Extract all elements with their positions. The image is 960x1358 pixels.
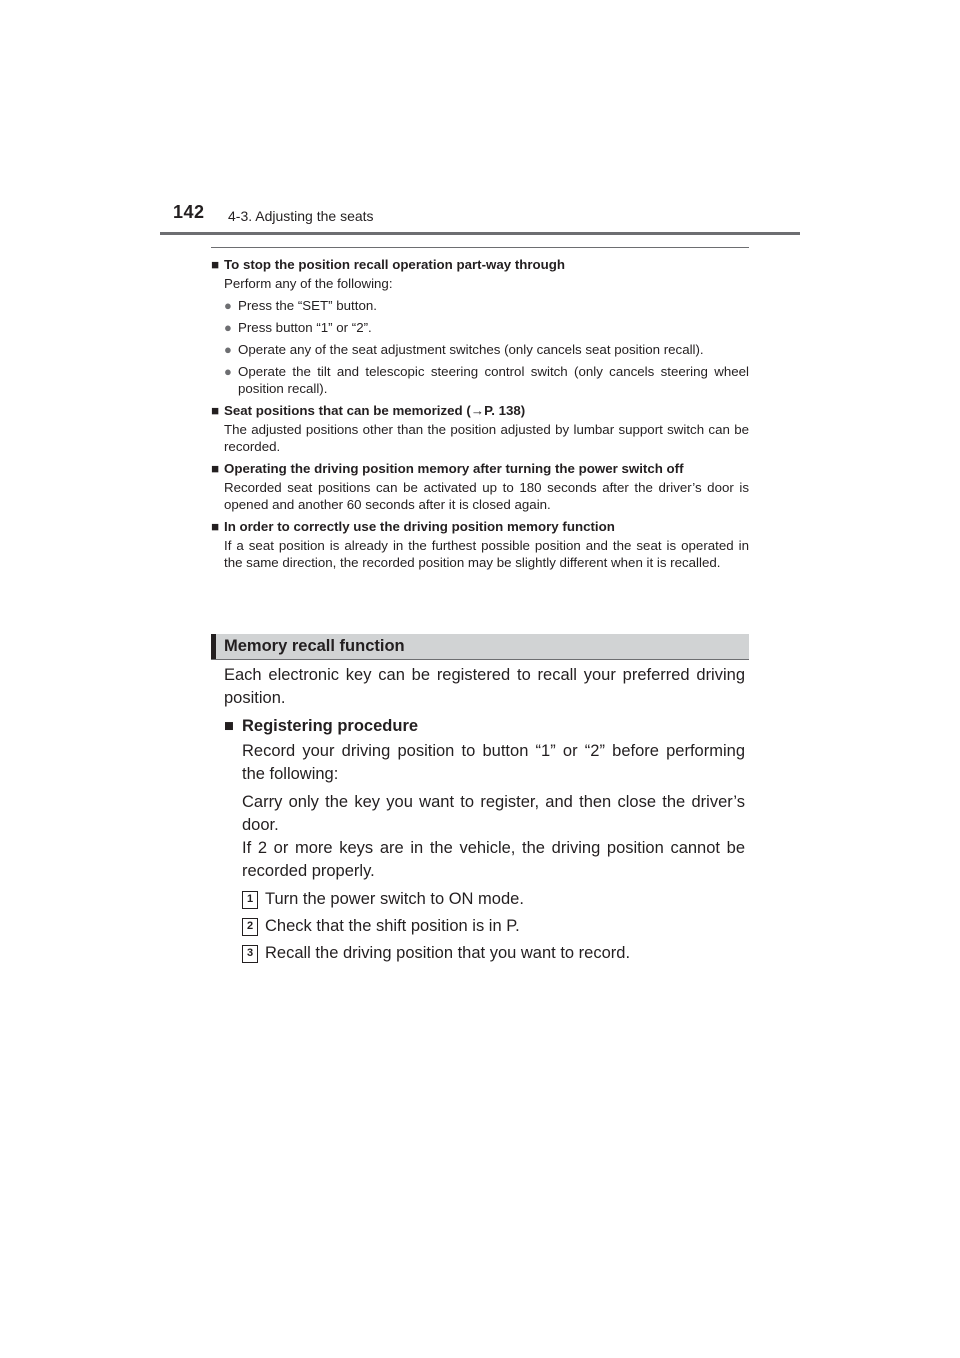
page-number: 142: [173, 202, 205, 222]
step-text: Recall the driving position that you want to record.: [265, 944, 631, 962]
circle-bullet-icon: ●: [224, 364, 232, 379]
square-bullet-icon: ■: [211, 257, 220, 272]
square-bullet-icon: ■: [211, 403, 220, 418]
note-seat-positions: [211, 402, 749, 455]
list-item: ● Operate the tilt and telescopic steering control switch (only cancels steering wheel position recall).: [224, 364, 749, 396]
section-banner: [211, 634, 749, 660]
list-item: ● Operate any of the seat adjustment switches (only cancels seat position recall).: [224, 342, 704, 357]
header-rule: [160, 232, 800, 235]
circle-bullet-icon: ●: [224, 342, 232, 357]
paragraph: Carry only the key you want to register, and then close the driver’s door.: [242, 793, 745, 834]
step-number-badge: 1: [242, 891, 258, 909]
note-body: Perform any of the following:: [224, 276, 393, 291]
sub-heading: Registering procedure: [242, 717, 419, 735]
note-heading: To stop the position recall operation part-way through: [224, 257, 566, 272]
note-body: If a seat position is already in the furthest possible position and the seat is operated in the same direction, the recorded position may be slightly different when it is recalled.: [224, 538, 749, 570]
step-item: [242, 915, 745, 938]
banner-accent-bar: [211, 634, 216, 659]
square-bullet-icon: ■: [224, 717, 234, 735]
note-heading: Seat positions that can be memorized (→P. 138): [224, 403, 526, 418]
step-item: [242, 942, 745, 965]
paragraph: Record your driving position to button “1” or “2” before performing the following:: [242, 742, 745, 783]
step-text: Turn the power switch to ON mode.: [265, 890, 524, 908]
main-content: [224, 664, 745, 969]
note-heading: Operating the driving position memory after turning the power switch off: [224, 461, 684, 476]
circle-bullet-icon: ●: [224, 320, 232, 335]
content-rule: [211, 247, 749, 248]
square-bullet-icon: ■: [211, 461, 220, 476]
procedure-block: [224, 740, 745, 965]
step-item: [242, 888, 745, 911]
note-correct-use: [211, 518, 749, 571]
step-list: [242, 888, 745, 965]
square-bullet-icon: ■: [211, 519, 220, 534]
step-number-badge: 2: [242, 918, 258, 936]
note-power-off: [211, 460, 749, 513]
step-number-badge: 3: [242, 945, 258, 963]
circle-bullet-icon: ●: [224, 298, 232, 313]
paragraph: If 2 or more keys are in the vehicle, the driving position cannot be recorded properly.: [242, 839, 745, 880]
list-item: ● Press the “SET” button.: [224, 298, 377, 313]
note-stop-recall: [211, 256, 749, 397]
note-body: The adjusted positions other than the position adjusted by lumbar support switch can be recorded.: [224, 422, 749, 454]
section-reference: 4-3. Adjusting the seats: [228, 208, 374, 224]
list-item: ● Press button “1” or “2”.: [224, 320, 372, 335]
note-body: Recorded seat positions can be activated up to 180 seconds after the driver’s door is opened and another 60 seconds after it is closed again.: [224, 480, 749, 512]
step-text: Check that the shift position is in P.: [265, 917, 520, 935]
section-title: Memory recall function: [224, 637, 405, 655]
notes-block: [211, 256, 749, 576]
intro-paragraph: Each electronic key can be registered to recall your preferred driving position.: [224, 666, 745, 707]
note-heading: In order to correctly use the driving position memory function: [224, 519, 615, 534]
